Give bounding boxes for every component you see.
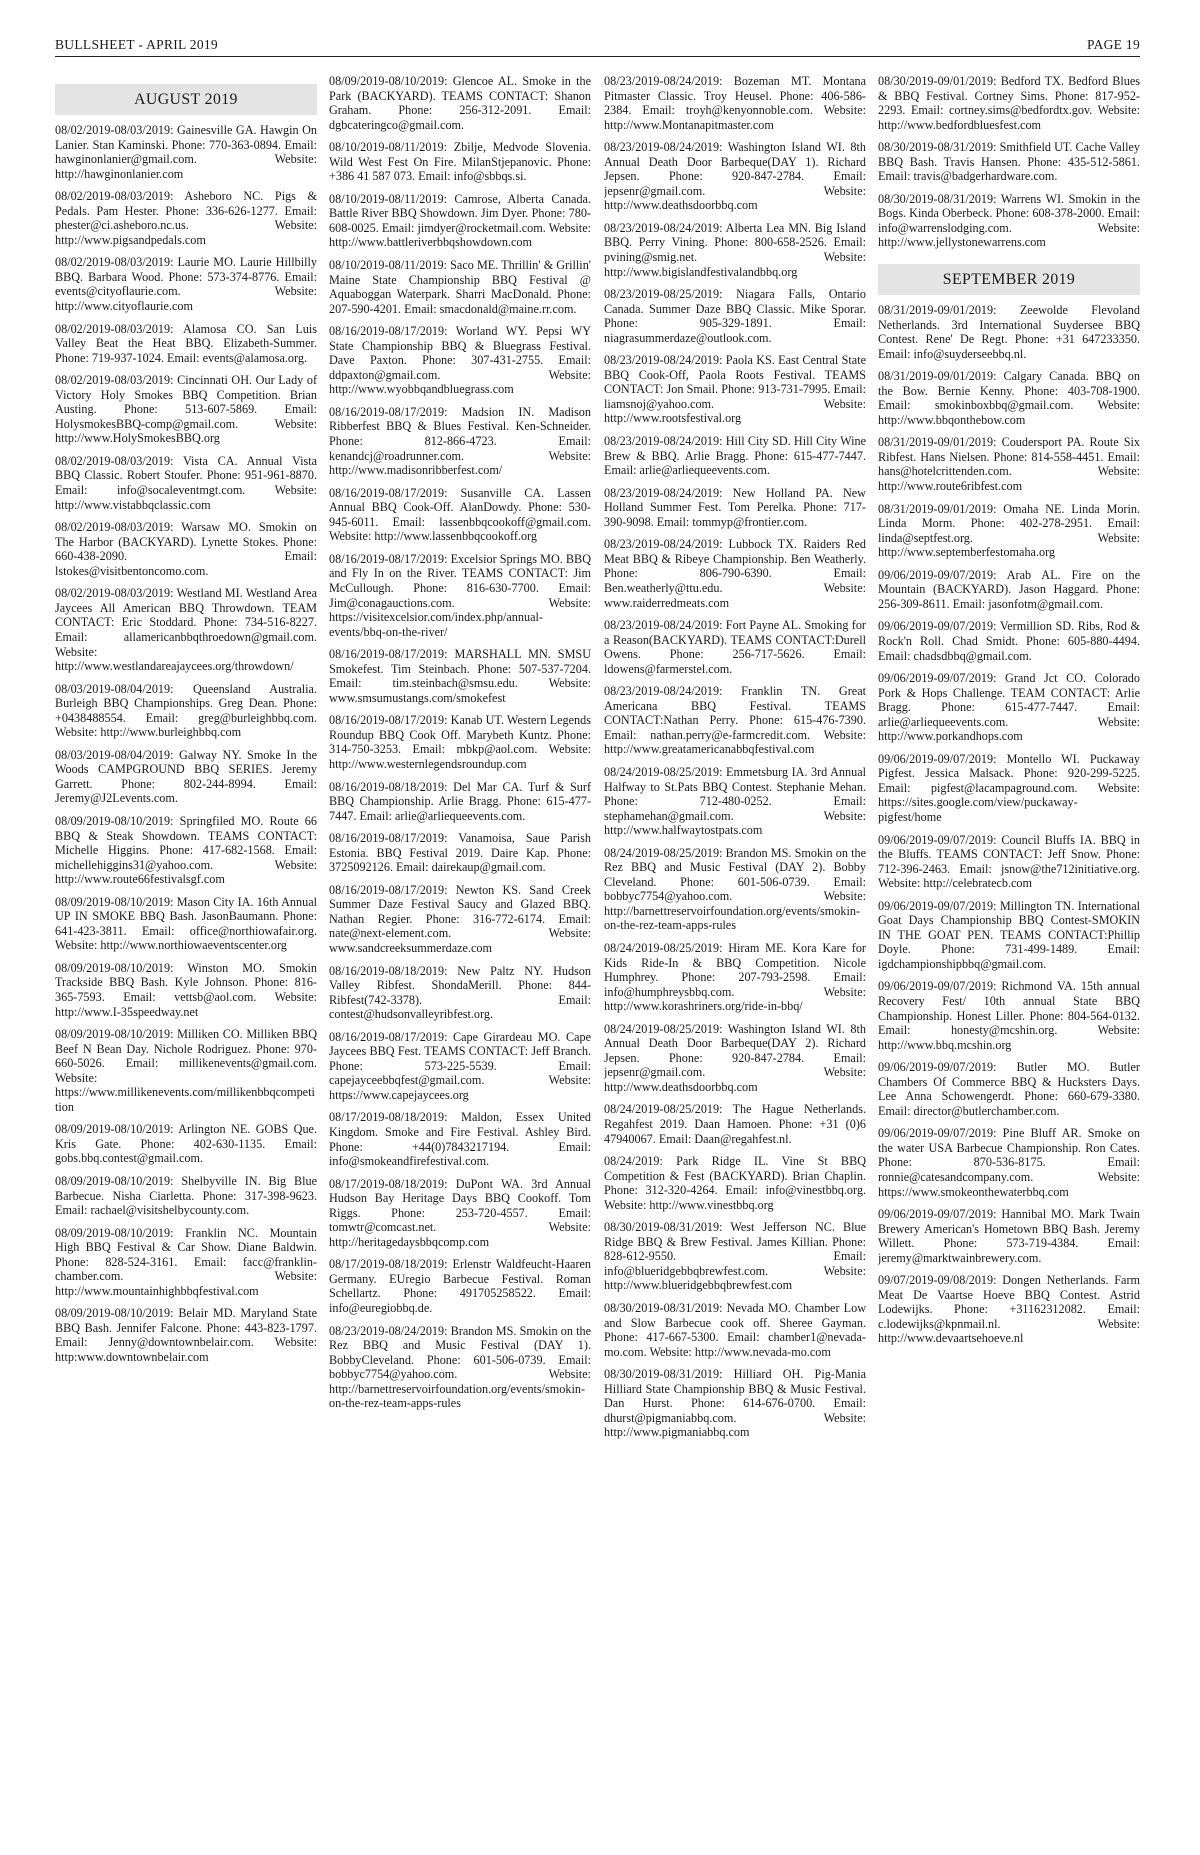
event-entry: 08/30/2019-08/31/2019: West Jefferson NC. Blue Ridge BBQ & Brew Festival. James Killian. Phone: 828-612-9550. Email: info@blueridgebbqbrewfest.com. Website: http://www.blueridgebbqbrewfest.com	[604, 1220, 866, 1293]
event-entry: 08/31/2019-09/01/2019: Zeewolde Flevoland Netherlands. 3rd International Suydersee BBQ Contest. Rene' De Regt. Phone: +31 647233350. Email: info@suyderseebbq.nl.	[878, 303, 1140, 361]
event-entry: 08/31/2019-09/01/2019: Coudersport PA. Route Six Ribfest. Hans Nielsen. Phone: 814-558-4451. Email: hans@hotelcrittenden.com. Website: http://www.route6ribfest.com	[878, 435, 1140, 494]
event-entry: 09/06/2019-09/07/2019: Council Bluffs IA. BBQ in the Bluffs. TEAMS CONTACT: Jeff Snow. Phone: 712-396-2463. Email: jsnow@the712initiative.org. Website: http://celebratecb.com	[878, 832, 1140, 891]
event-entry: 08/30/2019-08/31/2019: Warrens WI. Smokin in the Bogs. Kinda Oberbeck. Phone: 608-378-2000. Email: info@warrenslodging.com. Website: http://www.jellystonewarrens.com	[878, 191, 1140, 250]
event-entry: 08/23/2019-08/25/2019: Niagara Falls, Ontario Canada. Summer Daze BBQ Classic. Mike Sporar. Phone: 905-329-1891. Email: niagrasummerdaze@outlook.com.	[604, 287, 866, 345]
event-list-col4-september	[878, 303, 1140, 1346]
event-entry: 08/23/2019-08/24/2019: New Holland PA. New Holland Summer Fest. Tom Perelka. Phone: 717-390-9098. Email: tommyp@frontier.com.	[604, 485, 866, 529]
event-entry: 08/09/2019-08/10/2019: Shelbyville IN. Big Blue Barbecue. Nisha Ciarletta. Phone: 317-398-9623. Email: rachael@visitshelbycounty.com.	[55, 1174, 317, 1218]
event-list-col2	[329, 74, 591, 1411]
event-entry: 08/16/2019-08/17/2019: Madsion IN. Madison Ribberfest BBQ & Blues Festival. Ken-Schneider. Phone: 812-866-4723. Email: kenandcj@roadrunner.com. Website: http://www.madisonribberfest.com/	[329, 404, 591, 478]
column-2	[329, 74, 591, 1844]
event-entry: 08/02/2019-08/03/2019: Gainesville GA. Hawgin On Lanier. Stan Kaminski. Phone: 770-363-0894. Email: hawginonlanier@gmail.com. Website: http://hawginonlanier.com	[55, 123, 317, 181]
event-entry: 08/23/2019-08/24/2019: Alberta Lea MN. Big Island BBQ. Perry Vining. Phone: 800-658-2526. Email: pvining@smig.net. Website: http://www.bigislandfestivalandbbq.org	[604, 220, 866, 279]
event-entry: 08/10/2019-08/11/2019: Saco ME. Thrillin' & Grillin' Maine State Championship BBQ Festival @ Aquaboggan Waterpark. Sharri MacDonald. Phone: 207-590-4201. Email: smacdonald@maine.rr.com.	[329, 258, 591, 316]
event-entry: 08/09/2019-08/10/2019: Winston MO. Smokin Trackside BBQ Bash. Kyle Johnson. Phone: 816-365-7593. Email: vettsb@aol.com. Website: http://www.I-35speedway.net	[55, 960, 317, 1019]
column-1	[55, 74, 317, 1844]
month-heading-september: SEPTEMBER 2019	[878, 264, 1140, 295]
event-entry: 08/02/2019-08/03/2019: Asheboro NC. Pigs & Pedals. Pam Hester. Phone: 336-626-1277. Email: phester@ci.asheboro.nc.us. Website: http://www.pigsandpedals.com	[55, 189, 317, 247]
event-entry: 08/02/2019-08/03/2019: Warsaw MO. Smokin on The Harbor (BACKYARD). Lynette Stokes. Phone: 660-438-2090. Email: lstokes@visitbentoncomo.com.	[55, 520, 317, 578]
event-entry: 08/16/2019-08/17/2019: MARSHALL MN. SMSU Smokefest. Tim Steinbach. Phone: 507-537-7204. Email: tim.steinbach@smsu.edu. Website: www.smsumustangs.com/smokefest	[329, 647, 591, 705]
event-entry: 08/02/2019-08/03/2019: Westland MI. Westland Area Jaycees All American BBQ Throwdown. TEAM CONTACT: Eric Stoddard. Phone: 734-516-8227. Email: allamericanbbqthroedown@gmail.com. Website: http://www.westlandareajaycees.org/throwdown/	[55, 586, 317, 674]
event-entry: 08/24/2019: Park Ridge IL. Vine St BBQ Competition & Fest (BACKYARD). Brian Chaplin. Phone: 312-320-4264. Email: info@vinestbbq.org. Website: http://www.vinestbbq.org	[604, 1154, 866, 1212]
event-entry: 08/16/2019-08/17/2019: Vanamoisa, Saue Parish Estonia. BBQ Festival 2019. Daire Kap. Phone: 3725092126. Email: dairekaup@gmail.com.	[329, 831, 591, 875]
column-3	[604, 74, 866, 1844]
event-entry: 08/30/2019-08/31/2019: Smithfield UT. Cache Valley BBQ Bash. Travis Hansen. Phone: 435-512-5861. Email: travis@badgerhardware.com.	[878, 140, 1140, 184]
event-entry: 08/03/2019-08/04/2019: Queensland Australia. Burleigh BBQ Championships. Greg Dean. Phone: +0438488554. Email: greg@burleighbbq.com. Website: http://www.burleighbbq.com	[55, 681, 317, 740]
event-entry: 08/24/2019-08/25/2019: The Hague Netherlands. Regahfest 2019. Daan Hamoen. Phone: +31 (0)6 47940067. Email: Daan@regahfest.nl.	[604, 1102, 866, 1146]
event-entry: 08/23/2019-08/24/2019: Brandon MS. Smokin on the Rez BBQ and Music Festival (DAY 1). BobbyCleveland. Phone: 601-506-0739. Email: bobbyc7754@yahoo.com. Website: http://barnettreservoirfoundation.org/events/smokin-on-the-rez-team-apps-rules	[329, 1323, 591, 1411]
event-entry: 08/31/2019-09/01/2019: Omaha NE. Linda Morin. Linda Morm. Phone: 402-278-2951. Email: linda@septfest.org. Website: http://www.septemberfestomaha.org	[878, 501, 1140, 560]
event-entry: 08/09/2019-08/10/2019: Franklin NC. Mountain High BBQ Festival & Car Show. Diane Baldwin. Phone: 828-524-3161. Email: facc@franklin-chamber.com. Website: http://www.mountainhighbbqfestival.com	[55, 1225, 317, 1298]
event-entry: 08/17/2019-08/18/2019: DuPont WA. 3rd Annual Hudson Bay Heritage Days BBQ Cookoff. Tom Riggs. Phone: 253-720-4557. Email: tomwtr@comcast.net. Website: http://heritagedaysbbqcomp.com	[329, 1176, 591, 1249]
event-entry: 08/16/2019-08/17/2019: Excelsior Springs MO. BBQ and Fly In on the River. TEAMS CONTACT: Jim McCullough. Phone: 816-630-7700. Email: Jim@conagauctions.com. Website: https://visitexcelsior.com/index.php/annual-events/bbq-on-the-river/	[329, 551, 591, 639]
event-entry: 08/02/2019-08/03/2019: Cincinnati OH. Our Lady of Victory Holy Smokes BBQ Competition. Brian Austing. Phone: 513-607-5869. Email: HolysmokesBBQ-comp@gmail.com. Website: http://www.HolySmokesBBQ.org	[55, 373, 317, 446]
event-list-col3	[604, 74, 866, 1440]
event-entry: 08/23/2019-08/24/2019: Washington Island WI. 8th Annual Death Door Barbeque(DAY 1). Richard Jepsen. Phone: 920-847-2784. Email: jepsenr@gmail.com. Website: http://www.deathsdoorbbq.com	[604, 140, 866, 213]
month-heading-august: AUGUST 2019	[55, 84, 317, 115]
event-entry: 08/23/2019-08/24/2019: Franklin TN. Great Americana BBQ Festival. TEAMS CONTACT:Nathan Perry. Phone: 615-476-7390. Email: nathan.perry@e-farmcredit.com. Website: http://www.greatamericanabbqfestival.com	[604, 684, 866, 757]
event-entry: 09/06/2019-09/07/2019: Vermillion SD. Ribs, Rod & Rock'n Roll. Chad Smidt. Phone: 605-880-4494. Email: chadsdbbq@gmail.com.	[878, 619, 1140, 663]
event-entry: 08/30/2019-09/01/2019: Bedford TX. Bedford Blues & BBQ Festival. Cortney Sims. Phone: 817-952-2293. Email: cortney.sims@bedfordtx.gov. Website: http://www.bedfordbluesfest.com	[878, 74, 1140, 132]
event-entry: 08/16/2019-08/17/2019: Kanab UT. Western Legends Roundup BBQ Cook Off. Marybeth Kuntz. Phone: 314-750-3253. Email: mbkp@aol.com. Website: http://www.westernlegendsroundup.com	[329, 713, 591, 771]
event-entry: 08/24/2019-08/25/2019: Washington Island WI. 8th Annual Death Door Barbeque(DAY 2). Richard Jepsen. Phone: 920-847-2784. Email: jepsenr@gmail.com. Website: http://www.deathsdoorbbq.com	[604, 1021, 866, 1094]
event-entry: 08/31/2019-09/01/2019: Calgary Canada. BBQ on the Bow. Bernie Kenny. Phone: 403-708-1900. Email: smokinboxbbq@gmail.com. Website: http://www.bbqonthebow.com	[878, 369, 1140, 427]
event-entry: 08/10/2019-08/11/2019: Zbilje, Medvode Slovenia. Wild West Fest On Fire. MilanStjepanovic. Phone: +386 41 587 073. Email: info@sbbqs.si.	[329, 140, 591, 184]
event-entry: 08/09/2019-08/10/2019: Arlington NE. GOBS Que. Kris Gate. Phone: 402-630-1135. Email: gobs.bbq.contest@gmail.com.	[55, 1122, 317, 1166]
event-entry: 08/23/2019-08/24/2019: Hill City SD. Hill City Wine Brew & BBQ. Arlie Bragg. Phone: 615-477-7447. Email: arlie@arliequeevents.com.	[604, 434, 866, 478]
event-entry: 08/24/2019-08/25/2019: Emmetsburg IA. 3rd Annual Halfway to St.Pats BBQ Contest. Stephanie Mehan. Phone: 712-480-0252. Email: stephamehan@gmail.com. Website: http://www.halfwaytostpats.com	[604, 764, 866, 838]
event-entry: 08/17/2019-08/18/2019: Maldon, Essex United Kingdom. Smoke and Fire Festival. Ashley Bird. Phone: +44(0)7843217194. Email: info@smokeandfirefestival.com.	[329, 1110, 591, 1169]
event-entry: 09/06/2019-09/07/2019: Hannibal MO. Mark Twain Brewery American's Hometown BBQ Bash. Jeremy Willett. Phone: 573-719-4384. Email: jeremy@marktwainbrewery.com.	[878, 1207, 1140, 1265]
event-entry: 09/06/2019-09/07/2019: Grand Jct CO. Colorado Pork & Hops Challenge. TEAM CONTACT: Arlie Bragg. Phone: 615-477-7447. Email: arlie@arliequeevents.com. Website: http://www.porkandhops.com	[878, 671, 1140, 744]
event-entry: 08/23/2019-08/24/2019: Lubbock TX. Raiders Red Meat BBQ & Ribeye Championship. Ben Weatherly. Phone: 806-790-6390. Email: Ben.weatherly@ttu.edu. Website: www.raiderredmeats.com	[604, 537, 866, 610]
event-entry: 08/16/2019-08/18/2019: New Paltz NY. Hudson Valley Ribfest. ShondaMerill. Phone: 844-Ribfest(742-3378). Email: contest@hudsonvalleyribfest.org.	[329, 963, 591, 1022]
event-entry: 08/30/2019-08/31/2019: Hilliard OH. Pig-Mania Hilliard State Championship BBQ & Music Festival. Dan Hurst. Phone: 614-676-0700. Email: dhurst@pigmaniabbq.com. Website: http://www.pigmaniabbq.com	[604, 1367, 866, 1440]
event-entry: 08/09/2019-08/10/2019: Belair MD. Maryland State BBQ Bash. Jennifer Falcone. Phone: 443-823-1797. Email: Jenny@downtownbelair.com. Website: http:www.downtownbelair.com	[55, 1306, 317, 1365]
event-entry: 08/16/2019-08/17/2019: Worland WY. Pepsi WY State Championship BBQ & Bluegrass Festival. Dave Paxton. Phone: 307-431-2755. Email: ddpaxton@gmail.com. Website: http://www.wyobbqandbluegrass.com	[329, 324, 591, 397]
page-number: PAGE 19	[1087, 37, 1140, 52]
event-entry: 09/06/2019-09/07/2019: Butler MO. Butler Chambers Of Commerce BBQ & Hucksters Days. Lee Anna Schowengerdt. Phone: 660-679-3380. Email: director@butlerchamber.com.	[878, 1060, 1140, 1118]
publication-title: BULLSHEET - APRIL 2019	[55, 37, 218, 52]
event-entry: 08/09/2019-08/10/2019: Glencoe AL. Smoke in the Park (BACKYARD). TEAMS CONTACT: Shanon Graham. Phone: 256-312-2091. Email: dgbcateringco@gmail.com.	[329, 74, 591, 132]
event-entry: 09/06/2019-09/07/2019: Millington TN. International Goat Days Championship BBQ Contest-SMOKIN IN THE GOAT PEN. TEAMS CONTACT:Phillip Doyle. Phone: 731-499-1489. Email: igdchampionshipbbq@gmail.com.	[878, 898, 1140, 971]
event-entry: 09/06/2019-09/07/2019: Richmond VA. 15th annual Recovery Fest/ 10th annual State BBQ Championship. Honest Liller. Phone: 804-564-0132. Email: honesty@mcshin.org. Website: http://www.bbq.mcshin.org	[878, 979, 1140, 1052]
event-entry: 08/02/2019-08/03/2019: Vista CA. Annual Vista BBQ Classic. Robert Stoufer. Phone: 951-961-8870. Email: info@socaleventmgt.com. Website: http://www.vistabbqclassic.com	[55, 453, 317, 512]
event-entry: 08/23/2019-08/24/2019: Fort Payne AL. Smoking for a Reason(BACKYARD). TEAMS CONTACT:Durell Owens. Phone: 256-717-5626. Email: ldowens@farmerstel.com.	[604, 618, 866, 676]
event-entry: 08/16/2019-08/18/2019: Del Mar CA. Turf & Surf BBQ Championship. Arlie Bragg. Phone: 615-477-7447. Email: arlie@arliequeevents.com.	[329, 779, 591, 823]
event-entry: 08/16/2019-08/17/2019: Cape Girardeau MO. Cape Jaycees BBQ Fest. TEAMS CONTACT: Jeff Branch. Phone: 573-225-5539. Email: capejayceebbqfest@gmail.com. Website: https://www.capejaycees.org	[329, 1029, 591, 1102]
event-entry: 08/24/2019-08/25/2019: Hiram ME. Kora Kare for Kids Ride-In & BBQ Competition. Nicole Humphrey. Phone: 207-793-2598. Email: info@humphreysbbq.com. Website: http://www.korashriners.org/ride-in-bbq/	[604, 940, 866, 1014]
event-entry: 08/23/2019-08/24/2019: Bozeman MT. Montana Pitmaster Classic. Troy Heusel. Phone: 406-586-2384. Email: troyh@kenyonnoble.com. Website: http://www.Montanapitmaster.com	[604, 74, 866, 132]
event-entry: 09/06/2019-09/07/2019: Pine Bluff AR. Smoke on the water USA Barbecue Championship. Ron Cates. Phone: 870-536-8175. Email: ronnie@catesandcompany.com. Website: https://www.smokeonthewaterbbq.com	[878, 1126, 1140, 1199]
event-entry: 08/09/2019-08/10/2019: Milliken CO. Milliken BBQ Beef N Bean Day. Nichole Rodriguez. Phone: 970-660-5026. Email: millikenevents@gmail.com. Website: https://www.millikenevents.com/millikenbbqcompetition	[55, 1027, 317, 1114]
event-entry: 08/03/2019-08/04/2019: Galway NY. Smoke In the Woods CAMPGROUND BBQ SERIES. Jeremy Garrett. Phone: 802-244-8994. Email: Jeremy@J2Levents.com.	[55, 747, 317, 806]
event-entry: 08/17/2019-08/18/2019: Erlenstr Waldfeucht-Haaren Germany. EUregio Barbecue Festival. Roman Schellartz. Phone: 491705258522. Email: info@euregiobbq.de.	[329, 1257, 591, 1316]
event-entry: 08/16/2019-08/17/2019: Susanville CA. Lassen Annual BBQ Cook-Off. AlanDowdy. Phone: 530-945-6011. Email: lassenbbqcookoff@gmail.com. Website: http://www.lassenbbqcookoff.org	[329, 485, 591, 544]
page-header	[55, 36, 1140, 57]
event-entry: 08/10/2019-08/11/2019: Camrose, Alberta Canada. Battle River BBQ Showdown. Jim Dyer. Phone: 780-608-0025. Email: jimdyer@rocketmail.com. Website: http://www.battleriverbbqshowdown.com	[329, 191, 591, 250]
column-4	[878, 74, 1140, 1844]
event-list-col1	[55, 123, 317, 1365]
event-entry: 09/06/2019-09/07/2019: Montello WI. Puckaway Pigfest. Jessica Malsack. Phone: 920-299-5225. Email: pigfest@lacampaground.com. Website: https://sites.google.com/view/puckaway-pigfest/home	[878, 751, 1140, 824]
event-entry: 08/09/2019-08/10/2019: Springfiled MO. Route 66 BBQ & Steak Showdown. TEAMS CONTACT: Michelle Higgins. Phone: 417-682-1568. Email: michellehiggins31@yahoo.com. Website: http://www.route66festivalsgf.com	[55, 813, 317, 887]
event-entry: 08/09/2019-08/10/2019: Mason City IA. 16th Annual UP IN SMOKE BBQ Bash. JasonBaumann. Phone: 641-423-3811. Email: office@northiowafair.org. Website: http://www.northiowaeventscenter.org	[55, 894, 317, 953]
event-entry: 08/24/2019-08/25/2019: Brandon MS. Smokin on the Rez BBQ and Music Festival (DAY 2). Bobby Cleveland. Phone: 601-506-0739. Email: bobbyc7754@yahoo.com. Website: http://barnettreservoirfoundation.org/events/smokin-on-the-rez-team-apps-rules	[604, 845, 866, 933]
event-entry: 08/30/2019-08/31/2019: Nevada MO. Chamber Low and Slow Barbecue cook off. Sheree Gayman. Phone: 417-667-5300. Email: chamber1@nevada-mo.com. Website: http://www.nevada-mo.com	[604, 1301, 866, 1359]
event-list-col4-august	[878, 74, 1140, 250]
event-entry: 09/07/2019-09/08/2019: Dongen Netherlands. Farm Meat De Vaartse Hoeve BBQ Contest. Astrid Lodewijks. Phone: +31162312082. Email: c.lodewijks@kpnmail.nl. Website: http://www.devaartsehoeve.nl	[878, 1273, 1140, 1346]
event-entry: 08/02/2019-08/03/2019: Alamosa CO. San Luis Valley Beat the Heat BBQ. Elizabeth-Summer. Phone: 719-937-1024. Email: events@alamosa.org.	[55, 321, 317, 365]
event-entry: 08/02/2019-08/03/2019: Laurie MO. Laurie Hillbilly BBQ. Barbara Wood. Phone: 573-374-8776. Email: events@cityoflaurie.com. Website: http://www.cityoflaurie.com	[55, 255, 317, 314]
event-entry: 09/06/2019-09/07/2019: Arab AL. Fire on the Mountain (BACKYARD). Jason Haggard. Phone: 256-309-8611. Email: jasonfotm@gmail.com.	[878, 567, 1140, 611]
event-entry: 08/23/2019-08/24/2019: Paola KS. East Central State BBQ Cook-Off, Paola Roots Festival. TEAMS CONTACT: Jon Smail. Phone: 913-731-7995. Email: liamsnoj@yahoo.com. Website: http://www.rootsfestival.org	[604, 353, 866, 426]
event-entry: 08/16/2019-08/17/2019: Newton KS. Sand Creek Summer Daze Festival Saucy and Glazed BBQ. Nathan Regier. Phone: 316-772-6174. Email: nate@next-element.com. Website: www.sandcreeksummerdaze.com	[329, 882, 591, 955]
